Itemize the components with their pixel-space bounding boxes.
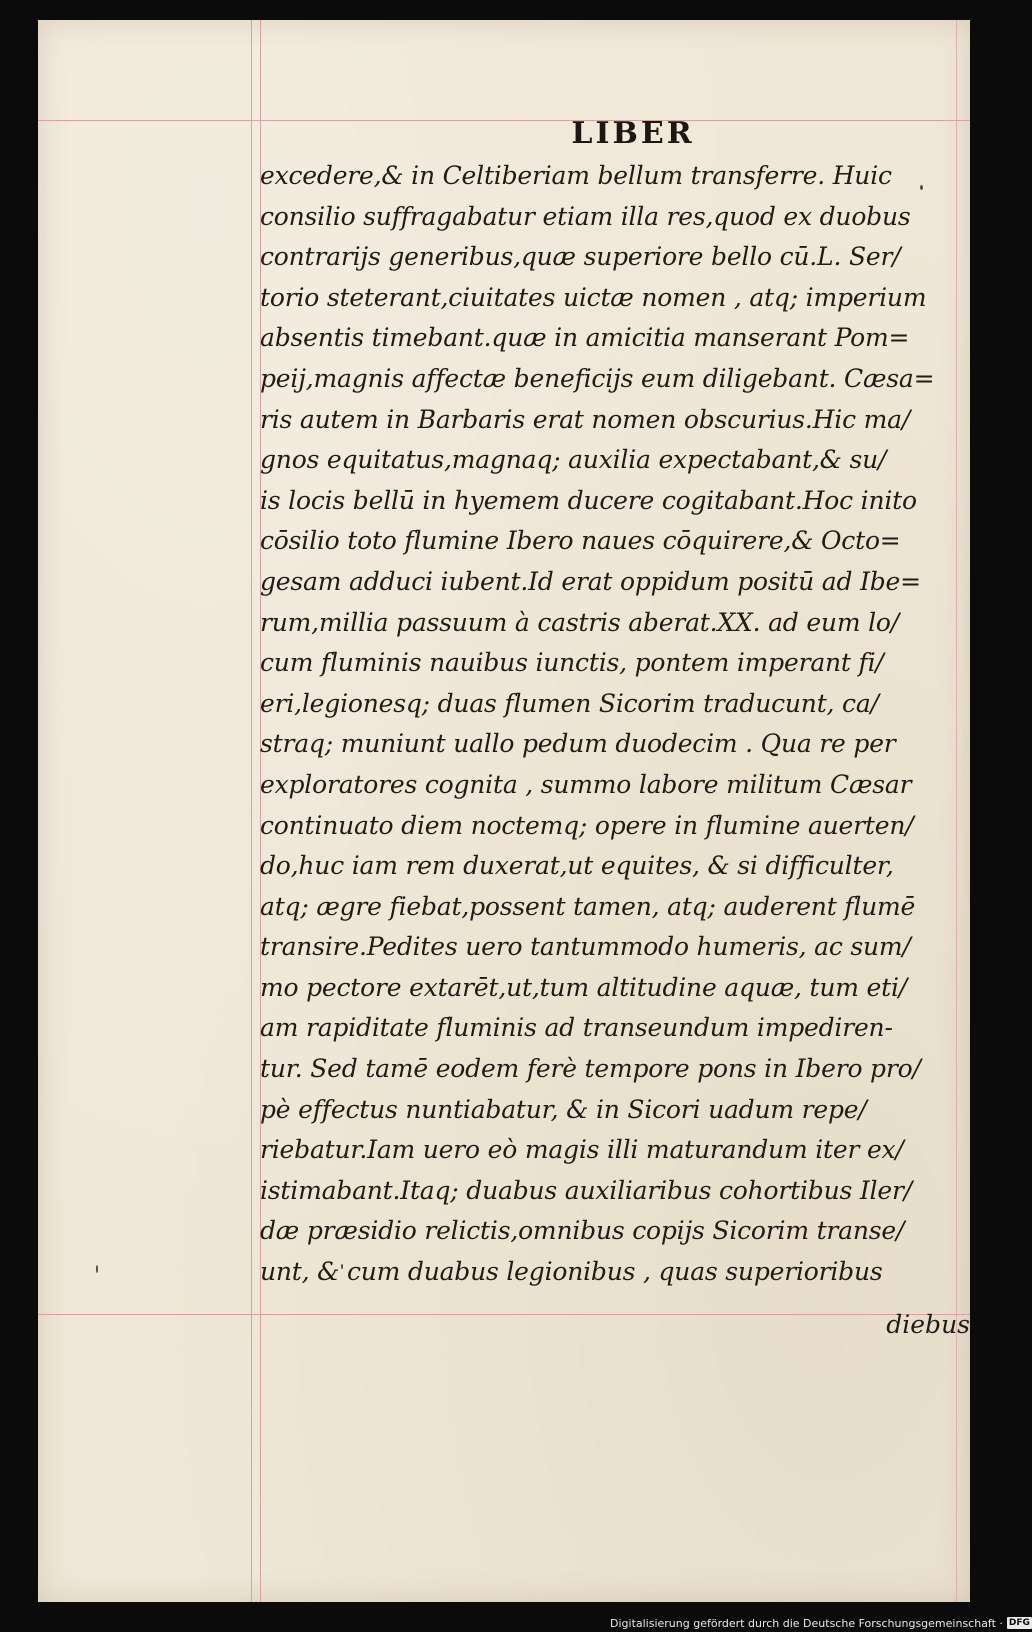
text-line: is locis bellū in hyemem ducere cogitabant.Hoc inito: [260, 485, 917, 515]
running-head: LIBER: [571, 116, 695, 151]
digitization-footer: [610, 1615, 1032, 1631]
text-line: dæ præsidio relictis,omnibus copijs Sicorim transe/: [260, 1216, 905, 1246]
text-line: do,huc iam rem duxerat,ut equites, & si difficulter,: [260, 851, 894, 881]
margin-rule-bottom: [38, 1314, 970, 1315]
body-text: [260, 156, 978, 1293]
catchword: diebus: [886, 1310, 970, 1339]
text-line: torio steterant,ciuitates uictæ nomen , atq; imperium: [260, 282, 927, 312]
dfg-logo: DFG: [1008, 1618, 1030, 1628]
text-line: istimabant.Itaq; duabus auxiliaribus cohortibus Iler/: [260, 1175, 912, 1205]
text-line: transire.Pedites uero tantummodo humeris, ac sum/: [260, 932, 911, 962]
text-line: cōsilio toto flumine Ibero naues cōquirere,& Octo=: [260, 526, 901, 556]
text-line: cum fluminis nauibus iunctis, pontem imperant fi/: [260, 648, 884, 678]
text-line: eri,legionesq; duas flumen Sicorim traducunt, ca/: [260, 688, 879, 718]
text-line: tur. Sed tamē eodem ferè tempore pons in Ibero pro/: [260, 1054, 921, 1084]
margin-rule-left-outer: [251, 20, 252, 1602]
text-line: rum,millia passuum à castris aberat.XX. ad eum lo/: [260, 607, 899, 637]
text-line: atq; ægre fiebat,possent tamen, atq; auderent flumē: [260, 891, 916, 921]
text-line: straq; muniunt uallo pedum duodecim . Qua re per: [260, 729, 896, 759]
text-line: gnos equitatus,magnaq; auxilia expectabant,& su/: [260, 445, 887, 475]
text-line: gesam adduci iubent.Id erat oppidum positū ad Ibe=: [260, 566, 921, 596]
book-page: [38, 20, 970, 1602]
text-line: ris autem in Barbaris erat nomen obscurius.Hic ma/: [260, 404, 911, 434]
text-line: peij,magnis affectæ beneficijs eum diligebant. Cæsa=: [260, 363, 935, 393]
text-line: riebatur.Iam uero eò magis illi maturandum iter ex/: [260, 1135, 904, 1165]
paper-speck: [96, 1265, 98, 1273]
text-line: unt, & cum duabus legionibus , quas superioribus: [260, 1257, 883, 1287]
text-line: continuato diem noctemq; opere in flumine auerten/: [260, 810, 914, 840]
text-line: pè effectus nuntiabatur, & in Sicori uadum repe/: [260, 1094, 867, 1124]
text-line: exploratores cognita , summo labore militum Cæsar: [260, 769, 912, 799]
text-line: excedere,& in Celtiberiam bellum transferre. Huic: [260, 161, 892, 190]
margin-rule-top: [38, 120, 970, 121]
text-line: am rapiditate fluminis ad transeundum impediren-: [260, 1013, 893, 1043]
text-line: absentis timebant.quæ in amicitia manserant Pom=: [260, 323, 910, 353]
text-line: consilio suffragabatur etiam illa res,quod ex duobus: [260, 201, 911, 231]
text-line: mo pectore extarēt,ut,tum altitudine aquæ, tum eti/: [260, 972, 907, 1002]
text-line: contrarijs generibus,quæ superiore bello cū.L. Ser/: [260, 242, 901, 272]
footer-credit: Digitalisierung gefördert durch die Deutsche Forschungsgemeinschaft ·: [610, 1616, 1003, 1630]
